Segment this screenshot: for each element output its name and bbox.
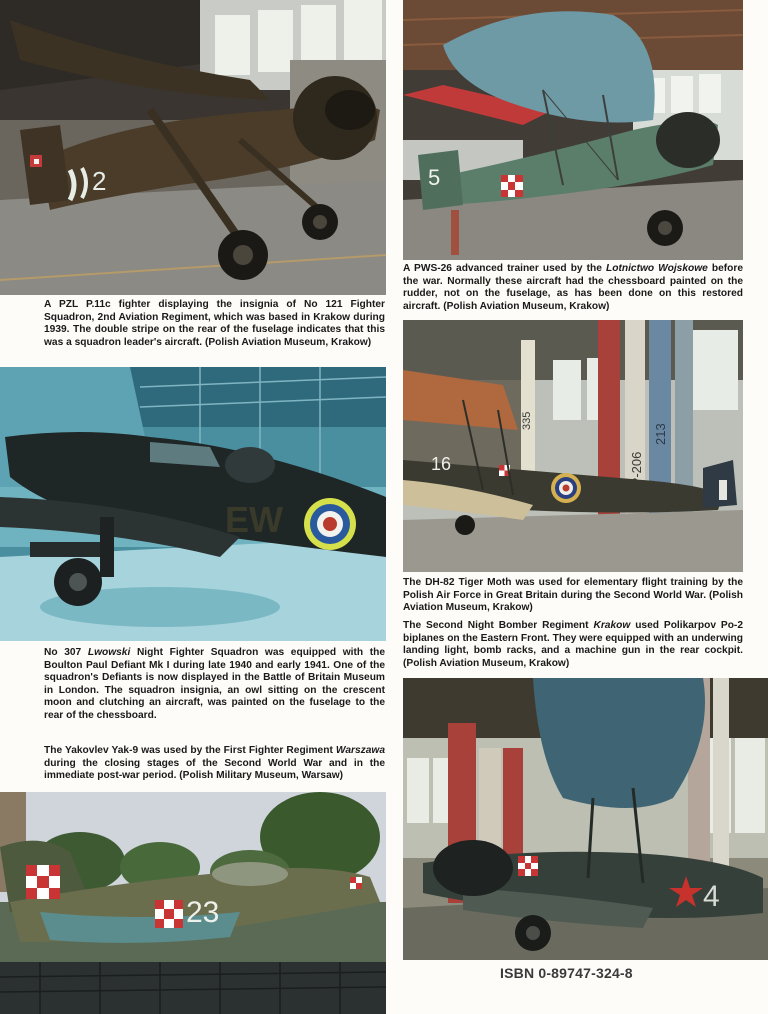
- photo-yak-9: [0, 792, 386, 1014]
- photo-defiant: [0, 367, 386, 641]
- caption-defiant-post: Night Fighter Squadron was equipped with the Boulton Paul Defiant Mk I during late 1940 and early 1941. One of the squadron's Defiants is now displayed in the Battle of Britain Museum in London. The squadron insignia, an owl sitting on the crescent moon and clutching an aircraft, was painted on the fuselage to the rear of the chessboard.: [44, 647, 385, 721]
- caption-po-2-post: used Polikarpov Po-2 biplanes on the Eastern Front. They were equipped with an underwing landing light, bomb racks, and a machine gun in the rear cockpit. (Polish Aviation Museum, Krakow): [403, 620, 743, 669]
- caption-defiant: [44, 647, 385, 723]
- tiger-bg-code-2: SP-206: [629, 451, 644, 495]
- caption-po-2-pre: The Second Night Bomber Regiment: [403, 620, 594, 631]
- photo-pws-26: [403, 0, 743, 260]
- caption-pws-26-em: Lotnictwo Wojskowe: [606, 263, 708, 274]
- yak-number: 23: [186, 896, 220, 929]
- pzl-number: 2: [92, 166, 107, 196]
- defiant-code: EW: [225, 499, 283, 540]
- tiger-number: 16: [431, 454, 452, 474]
- caption-defiant-pre: No 307: [44, 647, 88, 658]
- caption-pws-26-post: before the war. Normally these aircraft had the chessboard painted on the rudder, not on the fuselage, as has been done on this restored aircraft. (Polish Aviation Museum, Krakow): [403, 263, 744, 312]
- caption-defiant-em: Lwowski: [87, 647, 131, 658]
- tiger-bg-code-1: 335: [521, 411, 533, 430]
- caption-yak-9-pre: The Yakovlev Yak-9 was used by the First Fighter Regiment: [44, 745, 336, 756]
- caption-tiger-moth: The DH-82 Tiger Moth was used for elementary flight training by the Polish Air Force in Great Britain during the Second World War. (Polish Aviation Museum, Krakow): [403, 577, 743, 614]
- caption-yak-9-em: Warszawa: [335, 745, 385, 756]
- caption-po-2: [403, 620, 743, 670]
- pws-number: 5: [428, 165, 441, 190]
- photo-tiger-moth: [403, 320, 743, 572]
- isbn: ISBN 0-89747-324-8: [500, 965, 633, 981]
- photo-po-2: [403, 678, 768, 960]
- caption-yak-9: [44, 745, 385, 783]
- caption-pws-26: [403, 263, 743, 313]
- caption-po-2-em: Krakow: [593, 620, 631, 631]
- po2-number: 4: [703, 880, 720, 913]
- tiger-bg-code-3: 213: [653, 423, 668, 445]
- photo-pzl-p11c: [0, 0, 386, 295]
- caption-pws-26-pre: A PWS-26 advanced trainer used by the: [403, 263, 607, 274]
- caption-yak-9-post: during the closing stages of the Second World War and in the immediate post-war period. (Polish Military Museum, Warsaw): [44, 757, 385, 782]
- caption-pzl-p11c: A PZL P.11c fighter displaying the insignia of No 121 Fighter Squadron, 2nd Aviation Regiment, which was based in Krakow during 1939. The double stripe on the rear of the fuselage indicates that this was a squadron leader's aircraft. (Polish Aviation Museum, Krakow): [44, 299, 385, 348]
